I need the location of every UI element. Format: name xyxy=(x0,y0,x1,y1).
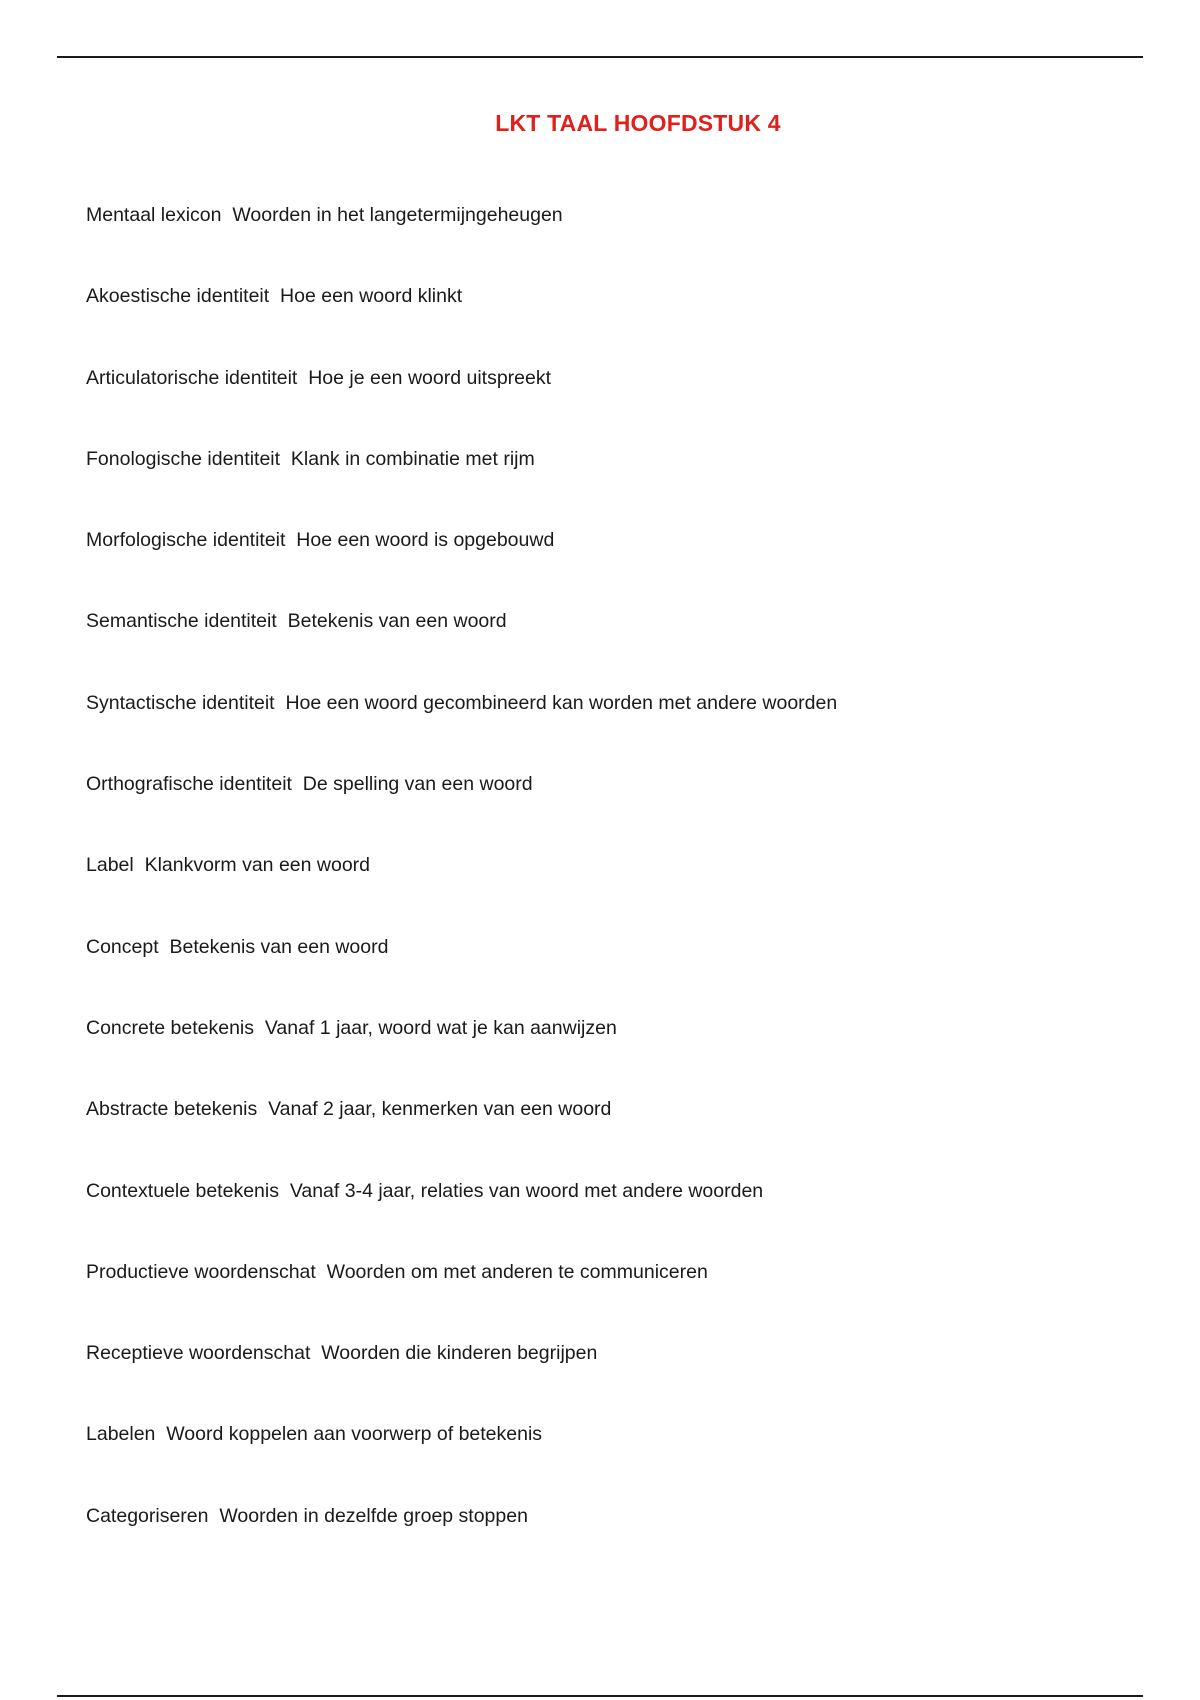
list-item xyxy=(86,287,462,307)
entry-term: Contextuele betekenis xyxy=(86,1180,279,1202)
entry-term: Orthografische identiteit xyxy=(86,773,292,795)
entry-definition: Klankvorm van een woord xyxy=(144,854,371,876)
entry-definition: Hoe een woord is opgebouwd xyxy=(296,529,555,551)
list-item xyxy=(86,612,507,632)
entry-definition: Vanaf 2 jaar, kenmerken van een woord xyxy=(268,1098,612,1120)
list-item xyxy=(86,1425,542,1445)
entry-definition: Woorden die kinderen begrijpen xyxy=(321,1342,598,1364)
entry-definition: De spelling van een woord xyxy=(302,773,533,795)
list-item xyxy=(86,1182,763,1202)
list-item xyxy=(86,1100,611,1120)
entry-term: Label xyxy=(86,854,134,876)
list-item xyxy=(86,938,388,958)
entry-term: Labelen xyxy=(86,1423,156,1445)
list-item xyxy=(86,775,533,795)
entry-term: Mentaal lexicon xyxy=(86,204,222,226)
list-item xyxy=(86,369,551,389)
entry-definition: Woorden om met anderen te communiceren xyxy=(326,1261,708,1283)
entry-term: Categoriseren xyxy=(86,1505,209,1527)
entry-term: Concept xyxy=(86,936,159,958)
entry-definition: Klank in combinatie met rijm xyxy=(290,448,535,470)
list-item xyxy=(86,1263,708,1283)
top-divider xyxy=(57,56,1143,58)
entry-term: Abstracte betekenis xyxy=(86,1098,258,1120)
list-item xyxy=(86,450,535,470)
entry-definition: Hoe je een woord uitspreekt xyxy=(308,367,552,389)
entry-definition: Woorden in het langetermijngeheugen xyxy=(232,204,563,226)
entry-definition: Betekenis van een woord xyxy=(169,936,389,958)
entry-term: Morfologische identiteit xyxy=(86,529,286,551)
page-title: LKT TAAL HOOFDSTUK 4 xyxy=(495,110,781,136)
bottom-divider xyxy=(57,1695,1143,1697)
entry-definition: Woord koppelen aan voorwerp of betekenis xyxy=(166,1423,543,1445)
list-item xyxy=(86,531,554,551)
entry-term: Fonologische identiteit xyxy=(86,448,281,470)
list-item xyxy=(86,1344,597,1364)
entry-term: Concrete betekenis xyxy=(86,1017,255,1039)
list-item xyxy=(86,1019,617,1039)
list-item xyxy=(86,694,837,714)
entry-definition: Vanaf 3-4 jaar, relaties van woord met andere woorden xyxy=(289,1180,764,1202)
entry-definition: Vanaf 1 jaar, woord wat je kan aanwijzen xyxy=(264,1017,617,1039)
entry-term: Receptieve woordenschat xyxy=(86,1342,311,1364)
list-item xyxy=(86,206,563,226)
entry-definition: Hoe een woord klinkt xyxy=(280,285,463,307)
entry-definition: Betekenis van een woord xyxy=(287,610,507,632)
entry-term: Syntactische identiteit xyxy=(86,692,275,714)
entry-term: Akoestische identiteit xyxy=(86,285,270,307)
entry-term: Articulatorische identiteit xyxy=(86,367,298,389)
entry-term: Productieve woordenschat xyxy=(86,1261,316,1283)
entry-term: Semantische identiteit xyxy=(86,610,277,632)
entry-definition: Hoe een woord gecombineerd kan worden met andere woorden xyxy=(285,692,838,714)
list-item xyxy=(86,1507,528,1527)
list-item xyxy=(86,856,370,876)
entry-definition: Woorden in dezelfde groep stoppen xyxy=(219,1505,528,1527)
